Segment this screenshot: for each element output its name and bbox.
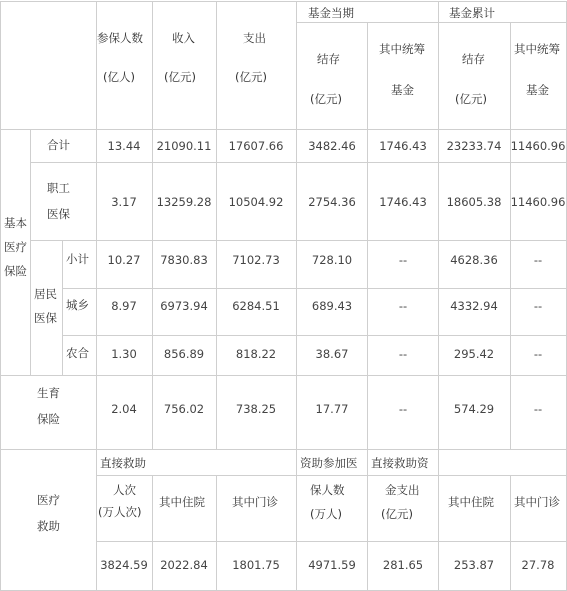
aid-funded-l3: (万人): [310, 507, 342, 521]
subtotal-expense: 7102.73: [232, 253, 280, 267]
header-insured: 参保人数: [97, 31, 143, 45]
rural-coop-expense: 818.22: [235, 347, 277, 361]
aid-direct-fund-l3: (亿元): [381, 507, 413, 521]
rural-coop-insured: 1.30: [111, 347, 137, 361]
total-cum-pooled: 11460.96: [510, 139, 566, 153]
aid-persons-l1: 人次: [113, 483, 136, 497]
resident-medical-label-1: 居民: [34, 287, 57, 301]
aid-outpatient-value: 1801.75: [232, 558, 280, 572]
header-expense-unit: (亿元): [235, 70, 267, 84]
header-expense: 支出: [243, 31, 266, 45]
header-cur-pooled-2: 基金: [391, 83, 414, 97]
subtotal-income: 7830.83: [160, 253, 208, 267]
header-cur-pooled: 其中统筹: [379, 42, 425, 56]
header-cum-balance-unit: (亿元): [455, 92, 487, 106]
employee-cur-pooled: 1746.43: [379, 195, 427, 209]
row-resident-subtotal-label: 小计: [66, 252, 89, 266]
aid-direct-header: 直接救助: [100, 456, 146, 470]
aid-direct-fund-l1: 直接救助资: [371, 456, 429, 470]
employee-cum-pooled: 11460.96: [510, 195, 566, 209]
row-employee-label-1: 职工: [47, 181, 70, 195]
maternity-cum-balance: 574.29: [453, 402, 495, 416]
basic-medical-label-2: 医疗: [4, 240, 27, 254]
maternity-cur-pooled: --: [398, 402, 408, 416]
maternity-insured: 2.04: [111, 402, 137, 416]
medical-aid-label-2: 救助: [37, 519, 60, 533]
subtotal-cum-balance: 4628.36: [450, 253, 498, 267]
header-insured-unit: (亿人): [103, 70, 135, 84]
urban-rural-insured: 8.97: [111, 299, 137, 313]
aid-direct-fund-l2: 金支出: [385, 483, 420, 497]
urban-rural-cur-balance: 689.43: [311, 299, 353, 313]
urban-rural-income: 6973.94: [160, 299, 208, 313]
rural-coop-income: 856.89: [163, 347, 205, 361]
aid-funded-l2: 保人数: [310, 483, 345, 497]
aid-outpatient2-value: 27.78: [521, 558, 555, 572]
employee-income: 13259.28: [156, 195, 212, 209]
header-fund-current: 基金当期: [308, 6, 354, 20]
medical-aid-label-1: 医疗: [37, 493, 60, 507]
aid-inpatient2-value: 253.87: [453, 558, 495, 572]
header-cum-pooled: 其中统筹: [514, 42, 560, 56]
aid-direct-fund-value: 281.65: [382, 558, 424, 572]
aid-persons-value: 3824.59: [100, 558, 148, 572]
header-income-unit: (亿元): [164, 70, 196, 84]
total-insured: 13.44: [107, 139, 141, 153]
total-cur-balance: 3482.46: [308, 139, 356, 153]
row-rural-coop-label: 农合: [66, 346, 89, 360]
header-income: 收入: [172, 31, 195, 45]
maternity-label-2: 保险: [37, 412, 60, 426]
resident-medical-label-2: 医保: [34, 311, 57, 325]
aid-inpatient: 其中住院: [159, 495, 205, 509]
maternity-expense: 738.25: [235, 402, 277, 416]
subtotal-insured: 10.27: [107, 253, 141, 267]
subtotal-cum-pooled: --: [533, 253, 543, 267]
aid-funded-l1: 资助参加医: [300, 456, 358, 470]
rural-coop-cur-pooled: --: [398, 347, 408, 361]
employee-insured: 3.17: [111, 195, 137, 209]
header-cum-pooled-2: 基金: [526, 83, 549, 97]
employee-cur-balance: 2754.36: [308, 195, 356, 209]
total-income: 21090.11: [156, 139, 212, 153]
basic-medical-label-1: 基本: [4, 216, 27, 230]
urban-rural-cum-pooled: --: [533, 299, 543, 313]
row-total-label: 合计: [47, 138, 70, 152]
maternity-income: 756.02: [163, 402, 205, 416]
aid-persons-l2: (万人次): [98, 505, 142, 519]
subtotal-cur-pooled: --: [398, 253, 408, 267]
header-fund-cumulative: 基金累计: [449, 6, 495, 20]
maternity-cum-pooled: --: [533, 402, 543, 416]
urban-rural-expense: 6284.51: [232, 299, 280, 313]
employee-expense: 10504.92: [228, 195, 284, 209]
employee-cum-balance: 18605.38: [446, 195, 502, 209]
subtotal-cur-balance: 728.10: [311, 253, 353, 267]
header-cum-balance: 结存: [462, 52, 485, 66]
row-employee-label-2: 医保: [47, 207, 70, 221]
aid-funded-value: 4971.59: [308, 558, 356, 572]
aid-outpatient: 其中门诊: [232, 495, 278, 509]
rural-coop-cum-balance: 295.42: [453, 347, 495, 361]
aid-outpatient-2: 其中门诊: [514, 495, 560, 509]
aid-inpatient-2: 其中住院: [448, 495, 494, 509]
maternity-label-1: 生育: [37, 386, 60, 400]
total-expense: 17607.66: [228, 139, 284, 153]
urban-rural-cum-balance: 4332.94: [450, 299, 498, 313]
rural-coop-cur-balance: 38.67: [315, 347, 349, 361]
rural-coop-cum-pooled: --: [533, 347, 543, 361]
header-cur-balance-unit: (亿元): [310, 92, 342, 106]
total-cur-pooled: 1746.43: [379, 139, 427, 153]
basic-medical-label-3: 保险: [4, 264, 27, 278]
row-urban-rural-label: 城乡: [66, 298, 89, 312]
aid-inpatient-value: 2022.84: [160, 558, 208, 572]
maternity-cur-balance: 17.77: [315, 402, 349, 416]
total-cum-balance: 23233.74: [446, 139, 502, 153]
header-cur-balance: 结存: [317, 52, 340, 66]
urban-rural-cur-pooled: --: [398, 299, 408, 313]
